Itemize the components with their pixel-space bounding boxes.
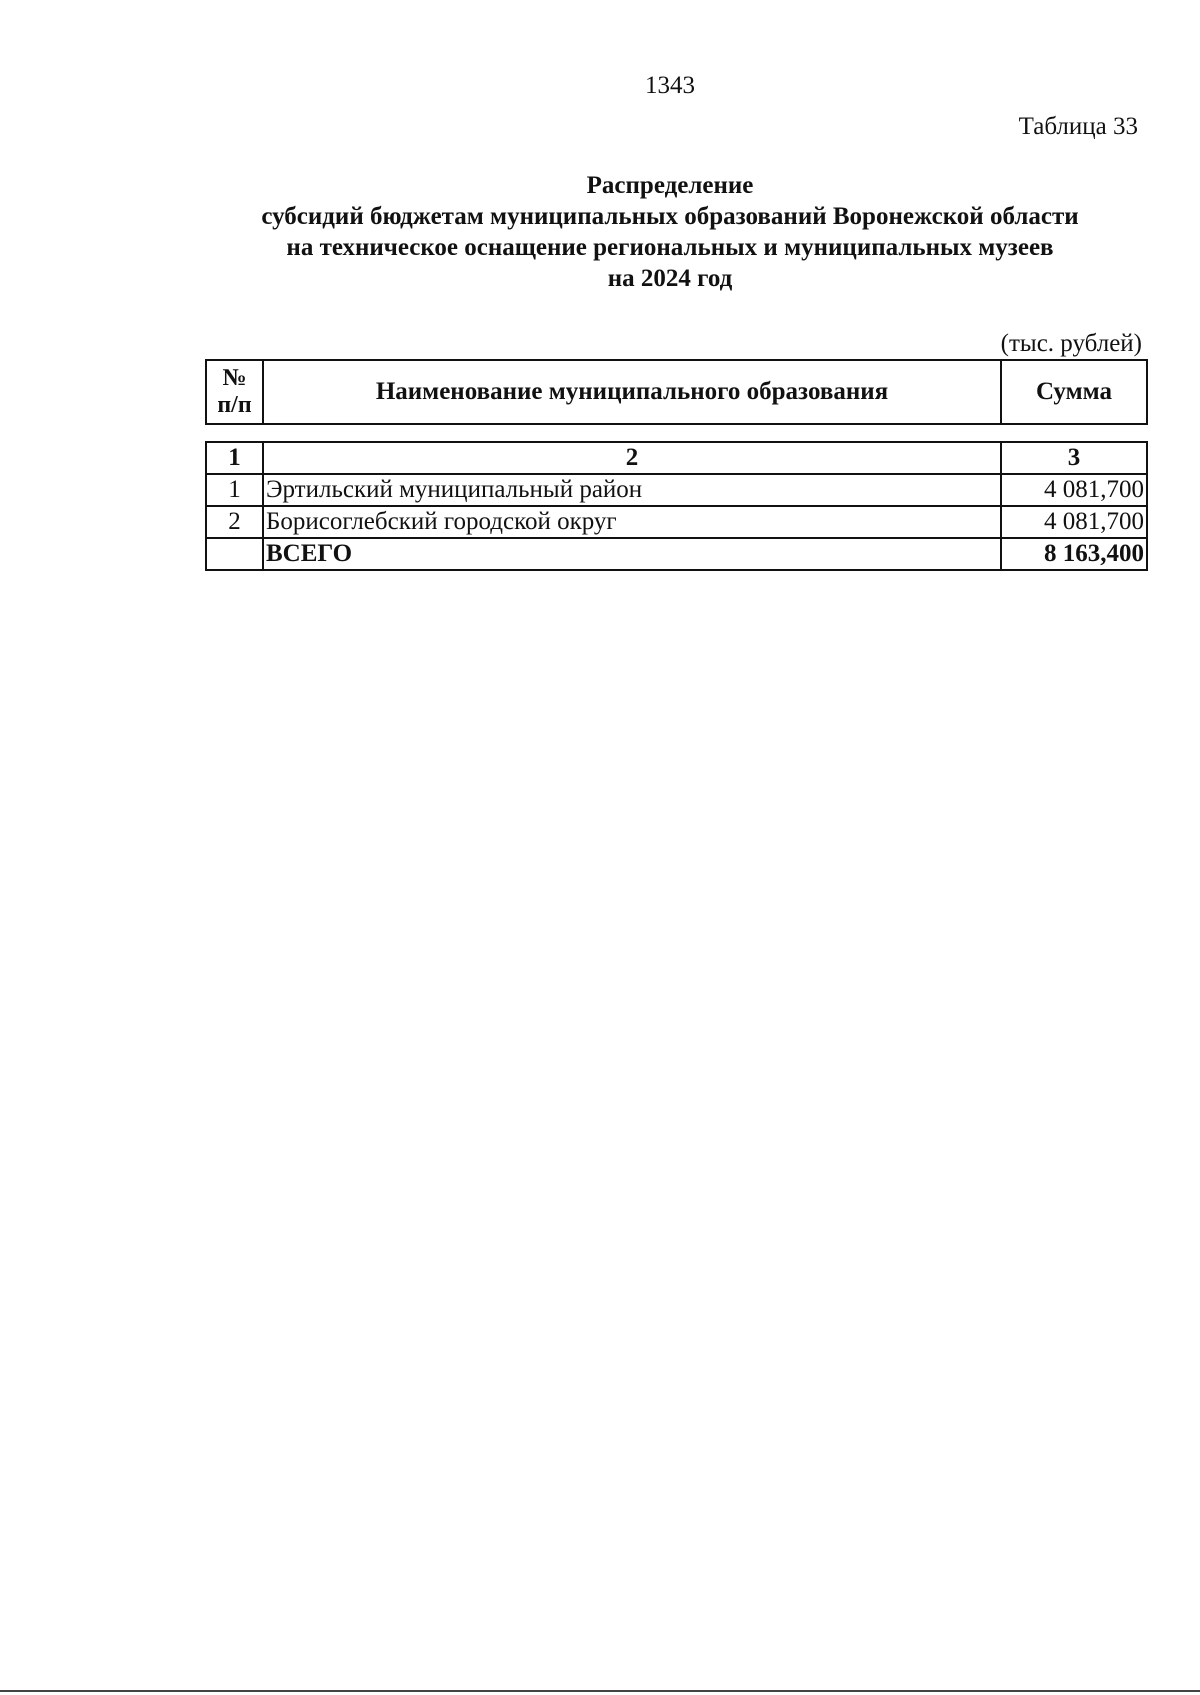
page-number: 1343 — [645, 72, 695, 99]
total-row — [206, 538, 1147, 570]
index-cell: 3 — [1001, 442, 1147, 474]
title-line: на техническое оснащение региональных и муниципальных музеев — [286, 234, 1054, 261]
index-cell: 1 — [206, 442, 263, 474]
data-table — [205, 441, 1148, 571]
bottom-rule — [0, 1690, 1200, 1692]
header-sum: Сумма — [1001, 360, 1147, 424]
document-title — [190, 170, 1150, 294]
table-row — [206, 506, 1147, 538]
index-cell: 2 — [263, 442, 1001, 474]
units-label: (тыс. рублей) — [1000, 330, 1142, 357]
row-num: 2 — [206, 506, 263, 538]
row-name: Борисоглебский городской округ — [263, 506, 1001, 538]
row-sum: 4 081,700 — [1001, 506, 1147, 538]
total-sum: 8 163,400 — [1001, 538, 1147, 570]
header-num-line1: № — [222, 365, 247, 391]
header-name: Наименование муниципального образования — [263, 360, 1001, 424]
title-line: Распределение — [586, 172, 754, 199]
index-row — [206, 442, 1147, 474]
table-header — [205, 359, 1148, 425]
header-num — [206, 360, 263, 424]
total-num — [206, 538, 263, 570]
total-name: ВСЕГО — [263, 538, 1001, 570]
table-label: Таблица 33 — [1018, 113, 1138, 140]
title-line: субсидий бюджетам муниципальных образований Воронежской области — [261, 203, 1079, 230]
row-name: Эртильский муниципальный район — [263, 474, 1001, 506]
table-row — [206, 474, 1147, 506]
title-line: на 2024 год — [607, 265, 733, 292]
row-sum: 4 081,700 — [1001, 474, 1147, 506]
header-num-line2: п/п — [217, 392, 252, 418]
row-num: 1 — [206, 474, 263, 506]
